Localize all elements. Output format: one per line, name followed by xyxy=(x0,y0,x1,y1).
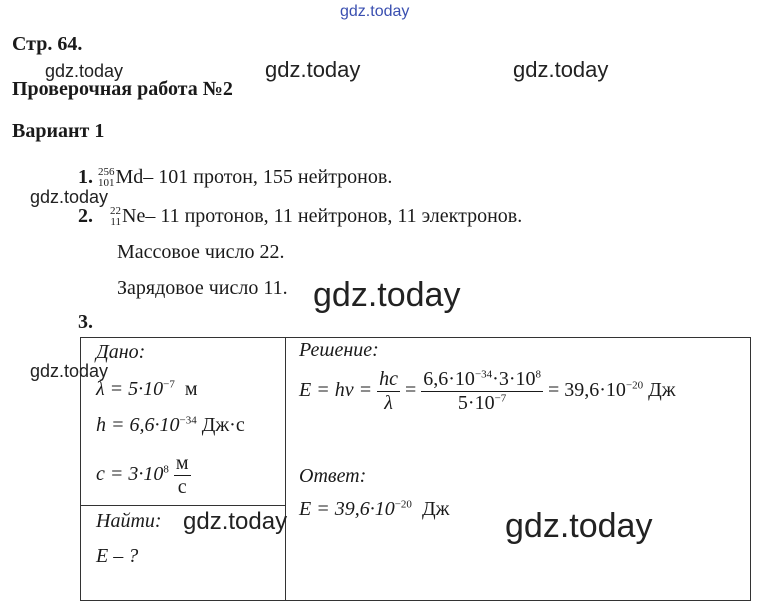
given-wavelength: $\lambda = 5\cdot 10^{-7}$ м xyxy=(96,378,198,400)
item-number: 1. xyxy=(78,166,93,188)
watermark: gdz.today xyxy=(265,57,361,82)
solution-formula: E = hν = $\frac{hc}{\lambda}$ = $\frac{6,6\cdot 10^{-34}\cdot 3\cdot 10^8}{5\cdot 10^{-7}}$ = $39,6\cdot 10^{-20}$ Дж xyxy=(299,368,676,414)
charge-number-text: Зарядовое число 11. xyxy=(117,277,288,299)
table-divider xyxy=(285,337,286,601)
table-divider xyxy=(80,505,286,506)
answer-item-2 xyxy=(78,205,522,228)
work-title: Проверочная работа №2 xyxy=(12,78,233,100)
watermark: gdz.today xyxy=(45,61,124,81)
mass-number-text: Массовое число 22. xyxy=(117,241,285,263)
given-planck-constant: $h = 6,6\cdot 10^{-34}$ Дж·с xyxy=(96,414,245,436)
element-symbol: Md xyxy=(115,166,144,188)
find-label: Найти: xyxy=(96,510,162,532)
watermark: gdz.today xyxy=(30,187,109,207)
watermark: gdz.today xyxy=(313,276,461,314)
item-number: 2. xyxy=(78,205,93,227)
isotope-notation: 22 11 xyxy=(110,205,121,229)
page-reference: Стр. 64. xyxy=(12,33,83,55)
given-speed-of-light: $c = 3\cdot 10^8$ $\frac{м}{с}$ xyxy=(96,452,189,498)
answer-item-1 xyxy=(78,166,392,189)
element-symbol: Ne xyxy=(122,205,146,227)
watermark: gdz.today xyxy=(513,57,609,82)
solution-label: Решение: xyxy=(299,339,379,361)
isotope-notation: 256 101 xyxy=(98,166,115,190)
answer-label: Ответ: xyxy=(299,465,367,487)
variant-title: Вариант 1 xyxy=(12,120,105,142)
item-number-3: 3. xyxy=(78,311,93,333)
watermark: gdz.today xyxy=(505,507,653,545)
find-expression: E – ? xyxy=(96,545,139,567)
watermark-top: gdz.today xyxy=(340,3,410,20)
answer-expression: $E = 39,6\cdot 10^{-20}$ Дж xyxy=(299,498,450,520)
given-label: Дано: xyxy=(96,341,146,363)
item-text: – 101 протон, 155 нейтронов. xyxy=(143,166,393,188)
watermark: gdz.today xyxy=(183,508,288,535)
watermark: gdz.today xyxy=(30,361,109,381)
item-text: – 11 протонов, 11 нейтронов, 11 электронов. xyxy=(145,205,523,227)
